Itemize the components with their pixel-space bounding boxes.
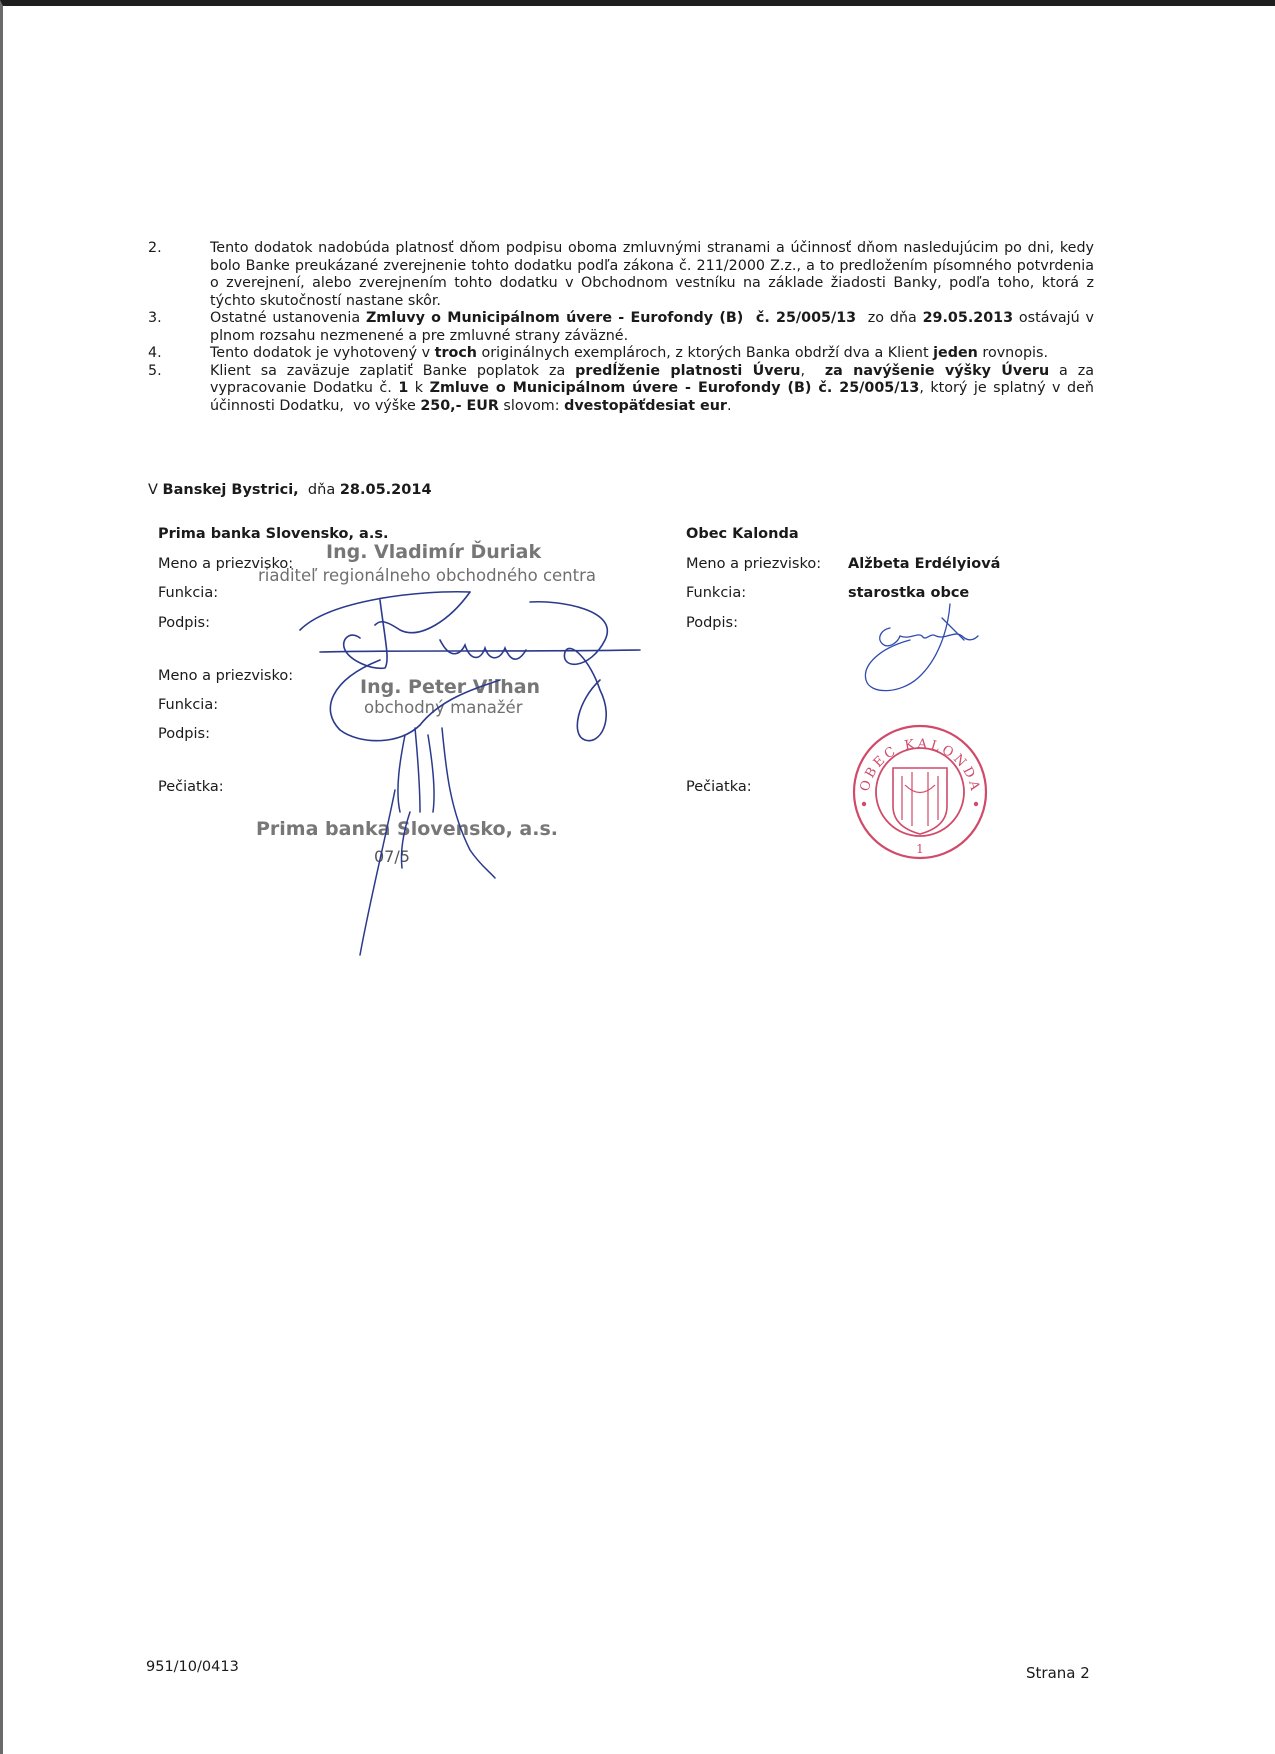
clause-text: Tento dodatok je vyhotovený v bbox=[210, 345, 435, 361]
bank-signature-2-icon bbox=[360, 728, 495, 955]
footer-page-number: Strana 2 bbox=[1026, 1664, 1090, 1682]
municipality-label-stamp: Pečiatka: bbox=[686, 779, 752, 795]
clause-text: rovnopis. bbox=[977, 345, 1049, 361]
clause-text: Zmluvy o Municipálnom úvere - Eurofondy (B) č. 25/005/13 bbox=[365, 310, 857, 326]
bank-stamp-line1: Prima banka Slovensko, a.s. bbox=[256, 818, 558, 840]
bank-signer1-function: riaditeľ regionálneho obchodného centra bbox=[258, 566, 596, 585]
clause-text: Zmluve o Municipálnom úvere - Eurofondy (B) č. 25/005/13 bbox=[429, 380, 920, 396]
clause-text: Ostatné ustanovenia bbox=[210, 310, 366, 326]
municipality-name: Obec Kalonda bbox=[686, 526, 799, 542]
clause-text: , ktorý je splatný v deň účinnosti Dodatku, vo výške bbox=[210, 380, 1099, 414]
clause-text: za navýšenie výšky Úveru bbox=[824, 362, 1050, 379]
place: Banskej Bystrici, bbox=[162, 482, 299, 498]
bank-signer2-function: obchodný manažér bbox=[364, 698, 523, 717]
clause-text: a za vypracovanie Dodatku č. bbox=[210, 362, 1099, 396]
bank-label-name-1: Meno a priezvisko: bbox=[158, 556, 294, 572]
bank-label-stamp: Pečiatka: bbox=[158, 779, 224, 795]
place-prefix: V bbox=[148, 482, 163, 498]
clause-text: , bbox=[800, 362, 825, 379]
bank-name: Prima banka Slovensko, a.s. bbox=[158, 526, 389, 542]
bank-label-signature-2: Podpis: bbox=[158, 726, 210, 742]
bank-signature-1-icon bbox=[300, 592, 640, 741]
clause-number: 4. bbox=[148, 345, 162, 361]
date-prefix: dňa bbox=[298, 482, 340, 498]
clause-text: 250,- EUR bbox=[420, 397, 499, 414]
clause-text: troch bbox=[434, 345, 477, 361]
footer-doc-number: 951/10/0413 bbox=[146, 1659, 239, 1675]
bank-label-signature-1: Podpis: bbox=[158, 615, 210, 631]
bank-label-name-2: Meno a priezvisko: bbox=[158, 668, 294, 684]
seal-text: OBEC KALONDA bbox=[857, 736, 983, 795]
bank-label-function-1: Funkcia: bbox=[158, 585, 219, 601]
clause-text: k bbox=[408, 380, 430, 396]
clause-number: 2. bbox=[148, 240, 162, 256]
clause-text: dvestopäťdesiat eur bbox=[564, 397, 727, 414]
clause-number: 5. bbox=[148, 362, 162, 379]
clause-text: originálnych exemplároch, z ktorých Banka obdrží dva a Klient bbox=[477, 345, 934, 361]
municipality-signer-name: Alžbeta Erdélyiová bbox=[848, 556, 1001, 572]
municipality-seal-icon bbox=[854, 726, 986, 858]
clause-text: jeden bbox=[933, 345, 978, 361]
bank-stamp-line2: 07/5 bbox=[374, 847, 410, 866]
clause-text: Klient sa zaväzuje zaplatiť Banke poplatok za bbox=[210, 362, 576, 379]
clause-text: slovom: bbox=[498, 397, 565, 414]
clause-text: zo dňa bbox=[856, 310, 923, 326]
bank-signer1-name: Ing. Vladimír Ďuriak bbox=[326, 541, 542, 563]
municipality-label-function: Funkcia: bbox=[686, 585, 747, 601]
municipality-signer-function: starostka obce bbox=[848, 585, 970, 601]
bank-label-function-2: Funkcia: bbox=[158, 697, 219, 713]
clause-text: predĺženie platnosti Úveru bbox=[575, 362, 801, 379]
clause-number: 3. bbox=[148, 310, 162, 326]
municipality-label-name: Meno a priezvisko: bbox=[686, 556, 822, 572]
date: 28.05.2014 bbox=[339, 482, 432, 498]
clause-text: ostávajú v plnom rozsahu nezmenené a pre zmluvné strany záväzné. bbox=[210, 310, 1099, 344]
municipality-label-signature: Podpis: bbox=[686, 615, 738, 631]
clause-text: 1 bbox=[398, 380, 409, 396]
clause-text: Tento dodatok nadobúda platnosť dňom podpisu oboma zmluvnými stranami a účinnosť dňom nasledujúcim po dni, kedy bolo Banke preukázané zverejnenie tohto dodatku podľa zákona č. 211/2000 Z.z., a to predložením písomného potvrdenia o zverejnení, alebo zverejnením tohto dodatku v Obchodnom vestníku na základe žiadosti Banky, podľa toho, ktorá z týchto skutočností nastane skôr. bbox=[210, 240, 1099, 309]
clause-text: 29.05.2013 bbox=[922, 310, 1014, 326]
seal-number: 1 bbox=[916, 842, 924, 856]
clause-text: . bbox=[726, 397, 732, 414]
bank-signer2-name: Ing. Peter Vilhan bbox=[360, 676, 541, 698]
municipality-signature-icon bbox=[865, 604, 978, 691]
